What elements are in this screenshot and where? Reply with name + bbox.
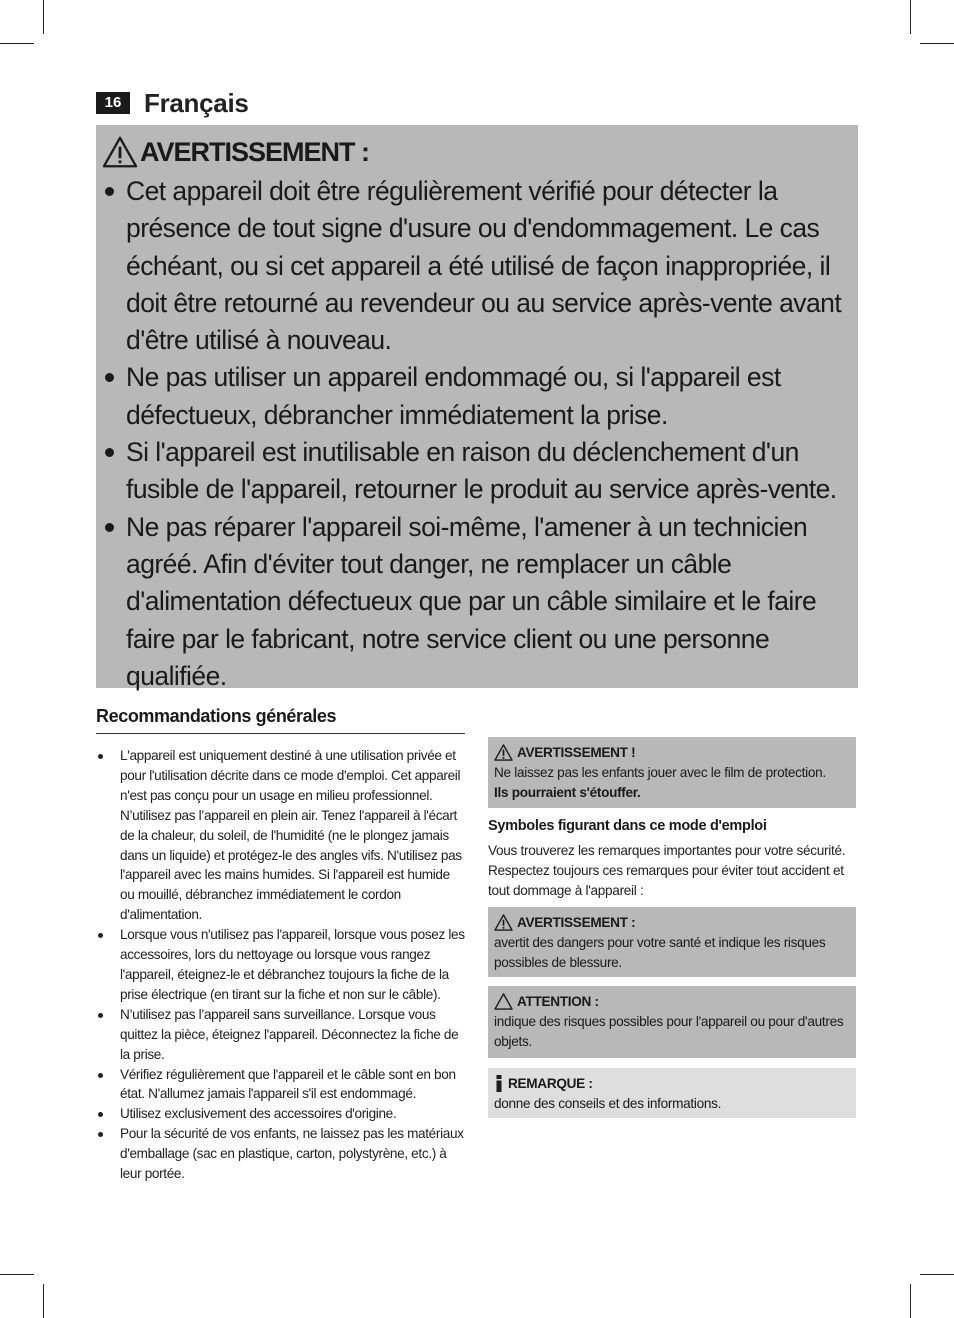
film-warning-box bbox=[488, 737, 856, 808]
crop-mark bbox=[0, 1274, 34, 1275]
box-text: Ne laissez pas les enfants jouer avec le film de protection. Ils pourraient s'étouffer. bbox=[494, 765, 826, 800]
info-icon bbox=[494, 1075, 504, 1092]
symbol-warning-box bbox=[488, 907, 856, 977]
main-warning-block bbox=[96, 125, 858, 691]
box-header bbox=[494, 1074, 850, 1093]
box-header bbox=[494, 743, 850, 762]
box-header bbox=[494, 913, 850, 932]
symbols-title: Symboles figurant dans ce mode d'emploi bbox=[488, 818, 767, 834]
list-item: N’utilisez pas l’appareil sans surveillance. Lorsque vous quittez la pièce, éteignez l'appareil. Déconnectez la fiche de la prise. bbox=[96, 1005, 466, 1065]
list-item: Vérifiez régulièrement que l'appareil et le câble sont en bon état. N'allumez jamais l'appareil s'il est endommagé. bbox=[96, 1065, 466, 1105]
warning-triangle-icon bbox=[494, 914, 513, 931]
warning-triangle-icon bbox=[102, 136, 138, 168]
crop-mark bbox=[43, 1284, 44, 1318]
page-header bbox=[96, 86, 249, 120]
symbol-note-box bbox=[488, 1068, 856, 1118]
section-title: Recommandations générales bbox=[96, 706, 465, 734]
box-header bbox=[494, 992, 850, 1011]
warning-triangle-icon bbox=[494, 744, 513, 761]
box-title: AVERTISSEMENT : bbox=[517, 914, 636, 930]
box-text: avertit des dangers pour votre santé et indique les risques possibles de blessure. bbox=[494, 935, 826, 970]
list-item: Lorsque vous n'utilisez pas l'appareil, lorsque vous posez les accessoires, lors du nettoyage ou lorsque vous rangez l'appareil, éteignez-le et débranchez toujours la fiche de la prise électrique (en tirant sur la fiche et non sur le câble). bbox=[96, 925, 466, 1005]
list-item: Utilisez exclusivement des accessoires d'origine. bbox=[96, 1104, 466, 1124]
crop-mark bbox=[920, 43, 954, 44]
main-warning-title-text: AVERTISSEMENT : bbox=[140, 136, 370, 167]
language-title: Français bbox=[144, 87, 249, 118]
crop-mark bbox=[910, 0, 911, 34]
symbol-attention-box bbox=[488, 986, 856, 1058]
crop-mark bbox=[43, 0, 44, 34]
main-warning-list bbox=[102, 173, 858, 695]
list-item: Pour la sécurité de vos enfants, ne laissez pas les matériaux d'emballage (sac en plastique, carton, polystyrène, etc.) à leur portée. bbox=[96, 1124, 466, 1184]
main-warning-title bbox=[102, 131, 858, 173]
box-text-bold: Ils pourraient s'étouffer. bbox=[494, 785, 641, 800]
list-item: L'appareil est uniquement destiné à une utilisation privée et pour l'utilisation décrite dans ce mode d'emploi. Cet appareil n'est pas conçu pour un usage en milieu professionnel. N’utilisez pas l’appareil en plein air. Tenez l'appareil à l'écart de la chaleur, du soleil, de l'humidité (ne le plongez jamais dans un liquide) et protégez-le des angles vifs. N'utilisez pas l'appareil avec les mains humides. Si l'appareil est humide ou mouillé, débranchez immédiatement le cordon d'alimentation. bbox=[96, 746, 466, 925]
symbols-intro: Vous trouverez les remarques importantes pour votre sécurité. Respectez toujours ces remarques pour éviter tout accident et tout dommage à l'appareil : bbox=[488, 843, 846, 898]
list-item: Ne pas utiliser un appareil endommagé ou, si l'appareil est défectueux, débrancher immédiatement la prise. bbox=[102, 359, 858, 434]
box-title: REMARQUE : bbox=[508, 1075, 593, 1091]
page-number: 16 bbox=[96, 92, 130, 114]
box-text: donne des conseils et des informations. bbox=[494, 1096, 722, 1111]
crop-mark bbox=[920, 1274, 954, 1275]
list-item: Si l'appareil est inutilisable en raison du déclenchement d'un fusible de l'appareil, retourner le produit au service après-vente. bbox=[102, 434, 858, 509]
crop-mark bbox=[0, 43, 34, 44]
list-item: Ne pas réparer l'appareil soi-même, l'amener à un technicien agréé. Afin d'éviter tout danger, ne remplacer un câble d'alimentation défectueux que par un câble similaire et le faire faire par le fabricant, notre service client ou une personne qualifiée. bbox=[102, 509, 858, 695]
crop-mark bbox=[910, 1284, 911, 1318]
caution-triangle-icon bbox=[494, 993, 513, 1010]
box-title: AVERTISSEMENT ! bbox=[517, 744, 636, 760]
box-text: indique des risques possibles pour l'appareil ou pour d'autres objets. bbox=[494, 1014, 844, 1049]
list-item: Cet appareil doit être régulièrement vérifié pour détecter la présence de tout signe d'usure ou d'endommagement. Le cas échéant, ou si cet appareil a été utilisé de façon inappropriée, il doit être retourné au revendeur ou au service après-vente avant d'être utilisé à nouveau. bbox=[102, 173, 858, 359]
recommendations-list bbox=[96, 746, 466, 1184]
box-title: ATTENTION : bbox=[517, 993, 599, 1009]
